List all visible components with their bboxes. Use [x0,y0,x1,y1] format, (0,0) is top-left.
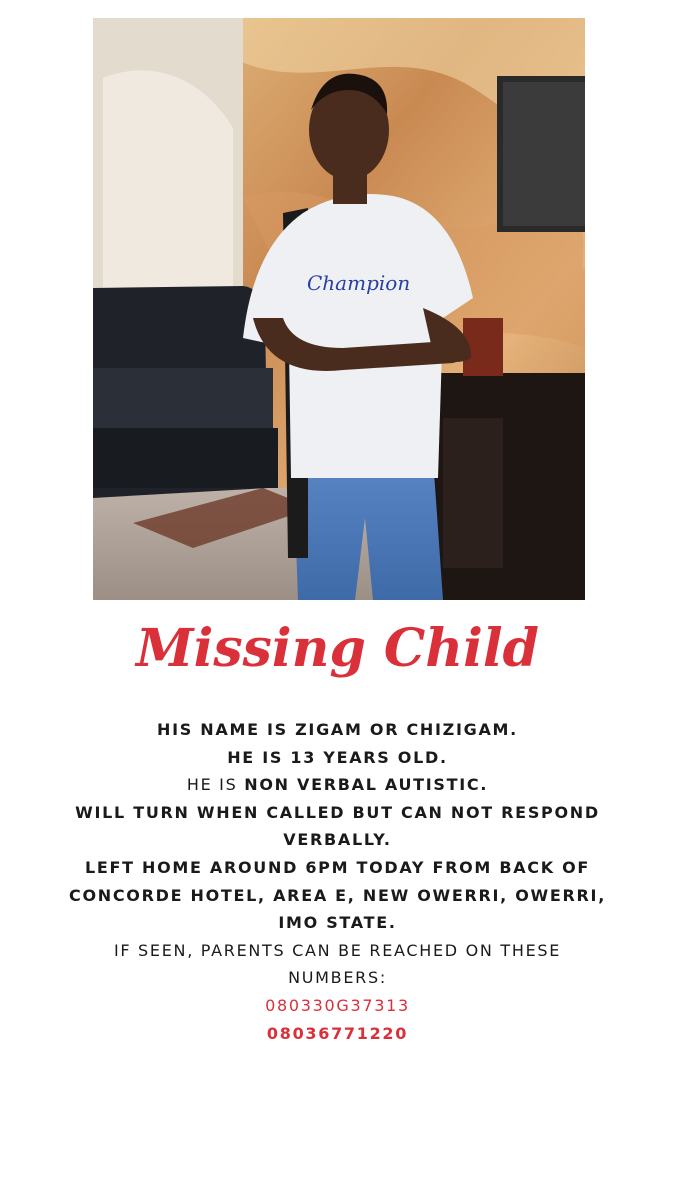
phone-number-1: 080330G37313 [265,995,410,1015]
condition-prefix: HE IS [186,775,245,795]
phone-number-2: 08036771220 [266,1023,409,1043]
contact-line-1: IF SEEN, PARENTS CAN BE REACHED ON THESE [113,940,562,960]
name-line: HIS NAME IS ZIGAM OR CHIZIGAM. [157,720,518,739]
info-text [40,716,635,1047]
location-line-2: CONCORDE HOTEL, AREA E, NEW OWERRI, OWERRI, [69,885,606,905]
behavior-line-2: VERBALLY. [283,830,392,850]
shirt-logo-text: Champion [307,271,411,295]
location-line-1: LEFT HOME AROUND 6PM TODAY FROM BACK OF [84,857,591,877]
headline: Missing Child [136,618,539,679]
child-photo [93,18,585,600]
contact-line-2: NUMBERS: [288,968,387,988]
condition-line [40,771,635,799]
photo-illustration [93,18,585,600]
age-line: HE IS 13 YEARS OLD. [227,747,448,767]
condition-text: NON VERBAL AUTISTIC. [244,775,489,795]
behavior-line-1: WILL TURN WHEN CALLED BUT CAN NOT RESPOND [75,802,600,822]
location-line-3: IMO STATE. [278,913,397,933]
